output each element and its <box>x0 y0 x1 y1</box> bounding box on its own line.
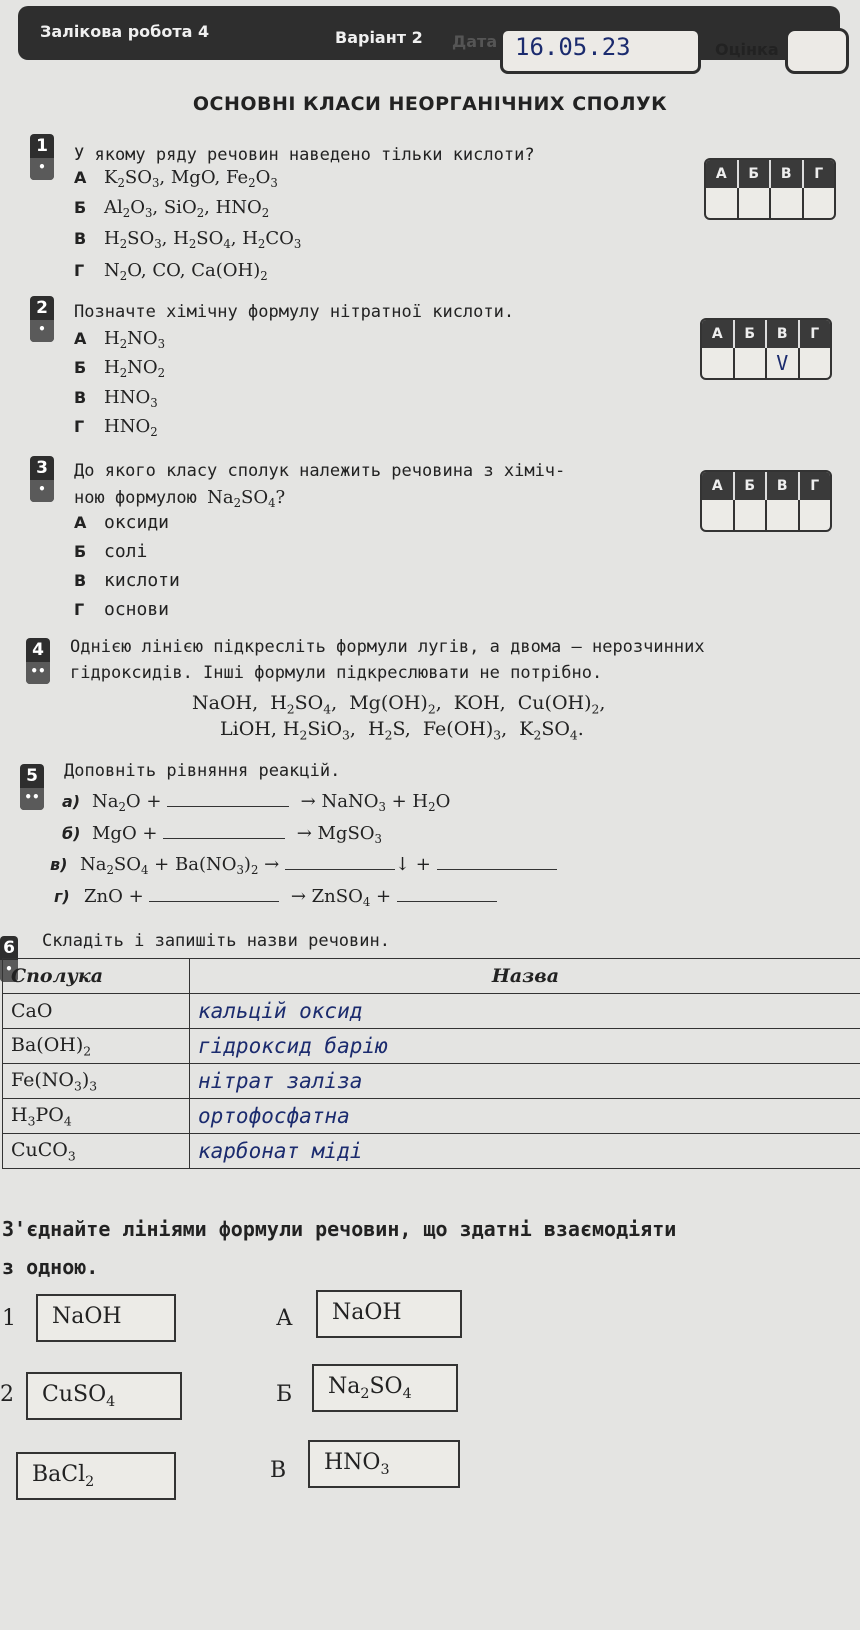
name-cell[interactable]: нітрат заліза <box>190 1064 860 1099</box>
question-5-text: Доповніть рівняння реакцій. <box>64 761 341 781</box>
blank-field[interactable] <box>437 853 557 870</box>
table-row: CuCO$_3$ карбонат міді <box>3 1134 860 1169</box>
question-2-text: Позначте хімічну формулу нітратної кислоти. <box>74 302 515 322</box>
answer-cell[interactable] <box>804 188 835 218</box>
date-value: 16.05.23 <box>515 33 631 61</box>
q1-option-c[interactable]: В $H_2SO_3$, $H_2SO_4$, $H_2CO_3$ <box>74 228 302 252</box>
question-4-badge: 4 •• <box>26 638 50 684</box>
q4-formulas-line1[interactable]: NaOH, $H_2SO_4$, $Mg(OH)_2$, KOH, $Cu(OH)_2$, <box>192 692 606 717</box>
q1-option-a[interactable]: А $K_2SO_3$, MgO, $Fe_2O_3$ <box>74 167 278 191</box>
q3-answer-grid: А Б В Г <box>700 470 832 532</box>
name-cell[interactable]: карбонат міді <box>190 1134 860 1169</box>
question-4-text-line2: гідроксидів. Інші формули підкреслювати не потрібно. <box>70 663 603 683</box>
question-6-badge: 6 • <box>0 936 18 982</box>
table-row: CaO кальцій оксид <box>3 994 860 1029</box>
left-num-2: 2 <box>0 1382 14 1407</box>
table-row: $Fe(NO_3)_3$ нітрат заліза <box>3 1064 860 1099</box>
question-3-text: До якого класу сполук належить речовина з хіміч- <box>74 461 566 481</box>
question-5-badge: 5 •• <box>20 764 44 810</box>
left-num-1: 1 <box>2 1306 16 1331</box>
answer-cell[interactable] <box>735 500 768 530</box>
answer-cell[interactable] <box>767 500 800 530</box>
question-2-badge: 2 • <box>30 296 54 342</box>
work-title: Залікова робота 4 <box>40 22 210 41</box>
col-name: Назва <box>190 959 860 994</box>
table-row: $H_3PO_4$ ортофосфатна <box>3 1099 860 1134</box>
reaction-c: в) $Na_2SO_4 + Ba(NO_3)_2$ → ↓ + <box>50 853 557 877</box>
answer-cell[interactable] <box>800 348 831 378</box>
right-letter-b: Б <box>276 1382 293 1407</box>
grade-label: Оцінка <box>715 40 779 59</box>
question-7-text: З'єднайте лініями формули речовин, що здатні взаємодіяти <box>2 1217 677 1241</box>
name-cell[interactable]: гідроксид барію <box>190 1029 860 1064</box>
answer-cell[interactable] <box>739 188 772 218</box>
answer-cell[interactable] <box>800 500 831 530</box>
page-title: ОСНОВНІ КЛАСИ НЕОРГАНІЧНИХ СПОЛУК <box>192 93 668 115</box>
q2-option-c[interactable]: В $HNO_3$ <box>74 387 158 411</box>
left-formula-cuso4[interactable]: CuSO$_4$ <box>26 1372 182 1420</box>
right-formula-naoh[interactable]: NaOH <box>316 1290 462 1338</box>
question-3-text-line2: ною формулою $Na_2SO_4$? <box>74 487 286 511</box>
answer-cell[interactable] <box>735 348 768 378</box>
reaction-b: б) MgO + → MgSO$_3$ <box>62 823 382 847</box>
q2-option-d[interactable]: Г $HNO_2$ <box>74 416 158 440</box>
grade-field[interactable] <box>785 28 849 74</box>
left-formula-bacl2[interactable]: BaCl$_2$ <box>16 1452 176 1500</box>
question-1-badge: 1 • <box>30 134 54 180</box>
question-1-text: У якому ряду речовин наведено тільки кислоти? <box>74 145 535 165</box>
question-7-text-line2: з одною. <box>2 1255 99 1279</box>
q3-option-b[interactable]: Б солі <box>74 541 148 562</box>
q2-option-a[interactable]: А $H_2NO_3$ <box>74 328 166 352</box>
blank-field[interactable] <box>285 853 395 870</box>
variant-label: Варіант 2 <box>335 28 423 47</box>
left-formula-naoh[interactable]: NaOH <box>36 1294 176 1342</box>
q2-answer-grid: А Б В Г V <box>700 318 832 380</box>
answer-cell[interactable] <box>702 500 735 530</box>
q3-option-a[interactable]: А оксиди <box>74 512 170 533</box>
q3-option-d[interactable]: Г основи <box>74 599 170 620</box>
reaction-a: а) $Na_2O$ + → NaNO$_3$ + $H_2O$ <box>62 791 451 815</box>
col-compound: Сполука <box>3 959 190 994</box>
table-row: $Ba(OH)_2$ гідроксид барію <box>3 1029 860 1064</box>
blank-field[interactable] <box>149 885 279 902</box>
blank-field[interactable] <box>397 885 497 902</box>
date-label: Дата <box>452 32 498 51</box>
answer-cell[interactable] <box>706 188 739 218</box>
name-cell[interactable]: ортофосфатна <box>190 1099 860 1134</box>
right-formula-hno3[interactable]: $HNO_3$ <box>308 1440 460 1488</box>
q3-option-c[interactable]: В кислоти <box>74 570 180 591</box>
right-formula-na2so4[interactable]: $Na_2SO_4$ <box>312 1364 458 1412</box>
question-6-text: Складіть і запишіть назви речовин. <box>42 931 390 951</box>
answer-cell-checked[interactable]: V <box>767 348 800 378</box>
reaction-d: г) ZnO + → ZnSO$_4$ + <box>54 885 497 909</box>
answer-cell[interactable] <box>702 348 735 378</box>
q1-option-d[interactable]: Г $N_2O$, CO, $Ca(OH)_2$ <box>74 260 268 284</box>
blank-field[interactable] <box>163 822 285 839</box>
blank-field[interactable] <box>167 790 289 807</box>
right-letter-a: А <box>276 1306 293 1331</box>
question-3-badge: 3 • <box>30 456 54 502</box>
names-table <box>2 958 860 1169</box>
right-letter-c: В <box>270 1458 287 1483</box>
answer-cell[interactable] <box>771 188 804 218</box>
q4-formulas-line2[interactable]: LiOH, $H_2SiO_3$, $H_2S$, $Fe(OH)_3$, $K_2SO_4$. <box>220 718 584 743</box>
q1-option-b[interactable]: Б $Al_2O_3$, SiO$_2$, $HNO_2$ <box>74 197 270 221</box>
question-4-text: Однією лінією підкресліть формули лугів, а двома — нерозчинних <box>70 637 705 657</box>
name-cell[interactable]: кальцій оксид <box>190 994 860 1029</box>
q1-answer-grid: А Б В Г <box>704 158 836 220</box>
q2-option-b[interactable]: Б $H_2NO_2$ <box>74 357 166 381</box>
